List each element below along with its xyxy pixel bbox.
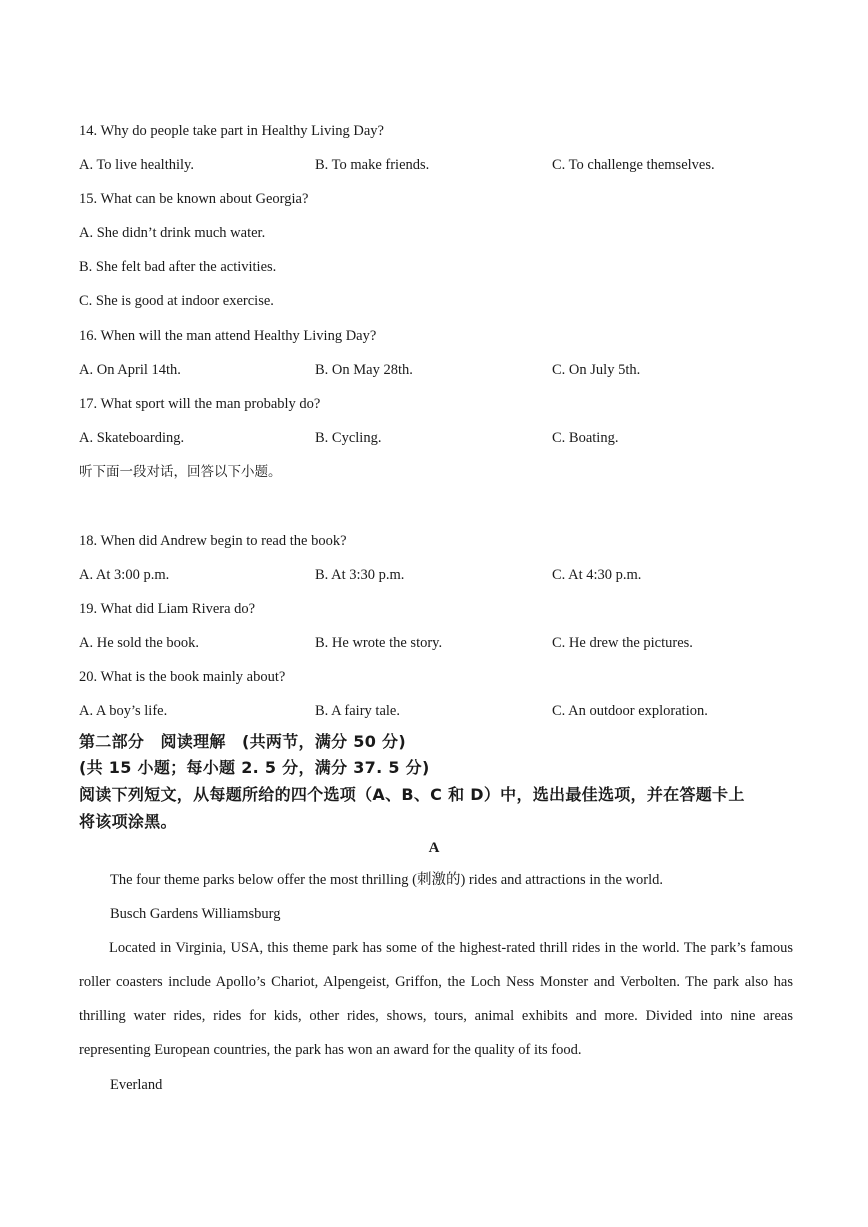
q17-option-a: A. Skateboarding.: [79, 430, 185, 446]
passage-intro: The four theme parks below offer the most thrilling (刺激的) rides and attractions in the world.: [110, 872, 664, 888]
q20-option-c: C. An outdoor exploration.: [552, 703, 708, 719]
question-15: 15. What can be known about Georgia?: [79, 191, 309, 207]
q14-option-a: A. To live healthily.: [79, 157, 194, 173]
question-17: 17. What sport will the man probably do?: [79, 396, 321, 412]
park1-paragraph: Located in Virginia, USA, this theme park has some of the highest-rated thrill rides in the world. The park’s famous roller coasters include Apollo’s Chariot, Alpengeist, Griffon, the Loch Ness Monster and Verbolten. The park also has thrilling water rides, rides for kids, other rides, shows, tours, animal exhibits and more. Divided into nine areas representing European countries, the park has won an award for the quality of its food.: [79, 940, 793, 1058]
question-18: 18. When did Andrew begin to read the book?: [79, 533, 347, 549]
q15-option-b: B. She felt bad after the activities.: [79, 259, 277, 275]
q16-option-b: B. On May 28th.: [315, 362, 413, 378]
passage-label: A: [428, 840, 440, 856]
q18-option-a: A. At 3:00 p.m.: [79, 567, 170, 583]
q20-option-a: A. A boy’s life.: [79, 703, 168, 719]
question-20: 20. What is the book mainly about?: [79, 669, 286, 685]
q15-option-a: A. She didn’t drink much water.: [79, 225, 266, 241]
q16-option-a: A. On April 14th.: [79, 362, 181, 378]
q18-option-c: C. At 4:30 p.m.: [552, 567, 642, 583]
question-19: 19. What did Liam Rivera do?: [79, 601, 256, 617]
q17-option-b: B. Cycling.: [315, 430, 382, 446]
park2-name: Everland: [110, 1077, 163, 1093]
question-14: 14. Why do people take part in Healthy Living Day?: [79, 123, 384, 139]
part2-instruction-line1: 阅读下列短文，从每题所给的四个选项（A、B、C 和 D）中，选出最佳选项，并在答题卡上: [79, 785, 745, 804]
q16-option-c: C. On July 5th.: [552, 362, 641, 378]
q18-option-b: B. At 3:30 p.m.: [315, 567, 405, 583]
listening-instruction: 听下面一段对话，回答以下小题。: [79, 464, 282, 480]
q15-option-c: C. She is good at indoor exercise.: [79, 293, 274, 309]
q14-option-b: B. To make friends.: [315, 157, 430, 173]
part2-instruction-line2: 将该项涂黑。: [79, 812, 177, 831]
q14-option-c: C. To challenge themselves.: [552, 157, 715, 173]
park1-name: Busch Gardens Williamsburg: [110, 906, 281, 922]
q19-option-c: C. He drew the pictures.: [552, 635, 693, 651]
part2-heading: 第二部分 阅读理解 (共两节，满分 50 分): [79, 732, 406, 751]
q20-option-b: B. A fairy tale.: [315, 703, 400, 719]
q17-option-c: C. Boating.: [552, 430, 619, 446]
q19-option-b: B. He wrote the story.: [315, 635, 443, 651]
q19-option-a: A. He sold the book.: [79, 635, 200, 651]
part2-subheading: (共 15 小题；每小题 2. 5 分，满分 37. 5 分): [79, 758, 430, 777]
question-16: 16. When will the man attend Healthy Living Day?: [79, 328, 377, 344]
